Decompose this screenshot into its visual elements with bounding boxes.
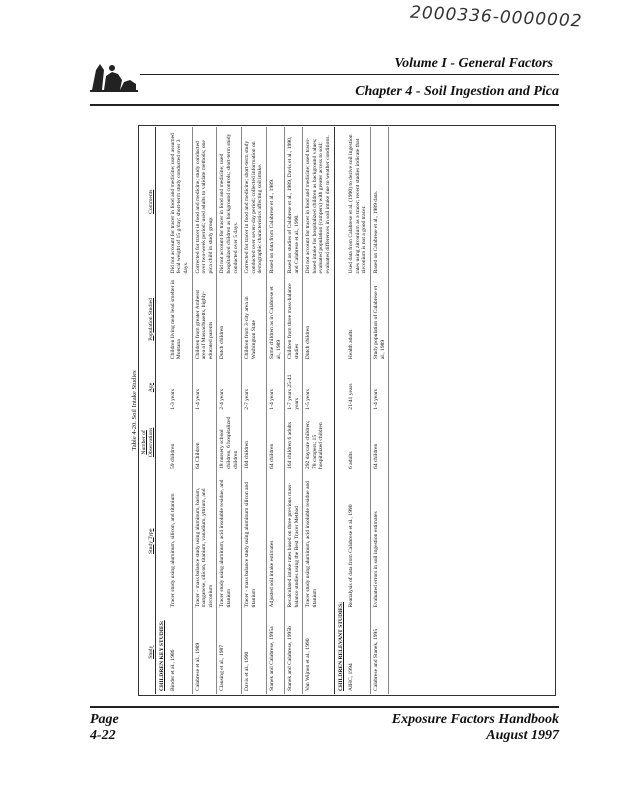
cell-study-type: Tracer study using aluminum, acid insoluble residue, and titanium <box>217 472 242 610</box>
cell-population: Dutch children <box>303 276 334 362</box>
cell-observations: 64 children <box>266 413 284 472</box>
cell-population: Children from greater Amherst area of Massachusetts, highly-educated parents <box>192 276 217 362</box>
table-row <box>217 127 242 694</box>
cell-population: Study population of Calabrese et al., 1989 <box>371 276 389 362</box>
col-age: Age <box>140 362 156 413</box>
table-row <box>303 127 334 694</box>
cell-study-type: Tracer study using aluminum, acid insoluble residue and titanium <box>303 472 334 610</box>
table-row <box>192 127 217 694</box>
cell-observations: 59 children <box>168 413 192 472</box>
table-row <box>168 127 192 694</box>
cell-study-type: Evaluated errors in soil ingestion estimates <box>371 472 389 610</box>
cell-study: Binder et al., 1986 <box>168 611 192 695</box>
cell-comments: Based on data from Calabrese et al., 1989. <box>266 127 284 276</box>
soil-intake-table <box>140 127 389 694</box>
cell-study: Stanek and Calabrese, 1995b <box>285 611 303 695</box>
table-row <box>285 127 303 694</box>
cell-comments: Did not account for tracer in food and medicine; used hospitalized children as background controls; short-term study conducted over 5 days. <box>217 127 242 276</box>
cell-study: Davis et al., 1990 <box>242 611 267 695</box>
col-study-type: Study Type <box>140 472 156 610</box>
cell-study: Stanek and Calabrese, 1995a <box>266 611 284 695</box>
group-label: CHILDREN KEY STUDIES: <box>159 620 166 691</box>
footer-page-number: 4-22 <box>90 728 116 743</box>
rotated-table-area <box>127 119 563 702</box>
table-header-row <box>140 127 156 694</box>
cell-population: Health adults <box>346 276 370 362</box>
cell-study: AIHC, 1994 <box>346 611 370 695</box>
document-id-stamp: 2000336-0000002 <box>409 2 583 32</box>
cell-comments: Used data from Calabrese et al. (1990) to derive soil ingestion rates using zirconium as a tracer; recent studies indicate that zirconium is not a good tracer. <box>346 127 370 276</box>
footer-page <box>90 712 119 744</box>
cell-study: Calabrese and Stanek, 1995 <box>371 611 389 695</box>
col-observations: Number of Observations <box>140 413 156 472</box>
cell-population: Dutch children <box>217 276 242 362</box>
cell-age: 1-4 years <box>192 362 217 413</box>
col-comments: Comments <box>140 127 156 276</box>
cell-observations: 64 Children <box>192 413 217 472</box>
table-body <box>156 127 389 694</box>
cell-age: 21-41 years <box>346 362 370 413</box>
cell-population: Children living near lead smelter in Montana <box>168 276 192 362</box>
col-study: Study <box>140 611 156 695</box>
footer-date: August 1997 <box>486 728 559 743</box>
table-row <box>242 127 267 694</box>
footer-book-title: Exposure Factors Handbook <box>391 712 559 727</box>
cell-comments: Corrected for tracer in food and medicine; study conducted over two-week period; used adults to validate methods; one pica child in study group. <box>192 127 217 276</box>
cell-study-type: Tracer study using aluminum, silicon, and titanium <box>168 472 192 610</box>
cell-observations: 64 children <box>371 413 389 472</box>
cell-comments: Based on studies of Calabrese et al., 1989, Davis et al., 1990, and Calabrese et al., 1990. <box>285 127 303 276</box>
cell-comments: Did not account for tracer in food and medicine; used tracer-based intake for hospitalized children as background values; evaluated population (campers) with greater access to soil; evaluated differences in soil intake due to weather conditions. <box>303 127 334 276</box>
cell-study-type: Reanalysis of data from Calabrese et al., 1990 <box>346 472 370 610</box>
cell-study: Calabrese et al., 1989 <box>192 611 217 695</box>
cell-age: 2-7 years <box>242 362 267 413</box>
cell-age: 1-3 years <box>168 362 192 413</box>
cell-study-type: Tracer - mass balance study using aluminum silicon and titanium <box>242 472 267 610</box>
table-row <box>346 127 370 694</box>
table-caption: Table 4-20. Soil Intake Studies <box>131 370 138 451</box>
footer-rule <box>90 706 559 708</box>
soil-intake-table-page <box>127 119 563 702</box>
header-rule <box>140 74 559 75</box>
cell-age: 1-4 years <box>371 362 389 413</box>
epa-logo-icon <box>90 56 138 92</box>
footer-page-label: Page <box>90 712 119 727</box>
cell-comments: Corrected for tracer in food and medicine; short-term study conducted over seven-day period; collected information on demographic characteristics affecting soil intake. <box>242 127 267 276</box>
cell-age: 2-4 years <box>217 362 242 413</box>
group-label: CHILDREN RELEVANT STUDIES: <box>337 601 344 691</box>
cell-observations: 292 daycare children; 78 campers; 15 hospitalized children <box>303 413 334 472</box>
header-volume: Volume I - General Factors <box>394 56 553 71</box>
cell-comments: Based on Calabrese et al., 1989 data. <box>371 127 389 276</box>
header-rule-bold <box>90 104 559 106</box>
cell-population: Children from 3-city area in Washington State <box>242 276 267 362</box>
cell-observations: 18 nursery school children, 6 hospitalized children <box>217 413 242 472</box>
cell-study-type: Tracer - mass balance study using aluminum, barium, manganese, silicon, titanium, vanadium, yttrium, and zirconium <box>192 472 217 610</box>
cell-age: 1-7 years 25-41 years <box>285 362 303 413</box>
cell-age: 1-4 years <box>266 362 284 413</box>
cell-study: Van Wijnen et al., 1990 <box>303 611 334 695</box>
cell-comments: Did not account for tracer in food and medicine; used assumed fecal weight of 15 g/day; short-term study conducted over 3 days. <box>168 127 192 276</box>
table-group-heading <box>334 127 346 694</box>
header-chapter: Chapter 4 - Soil Ingestion and Pica <box>355 84 559 99</box>
table-row <box>266 127 284 694</box>
cell-study: Clausing et al., 1987 <box>217 611 242 695</box>
cell-observations: 104 children <box>242 413 267 472</box>
table-row <box>371 127 389 694</box>
table-group-heading <box>156 127 168 694</box>
cell-study-type: Adjusted soil intake estimates <box>266 472 284 610</box>
col-population: Population Studied <box>140 276 156 362</box>
cell-observations: 164 children 6 adults <box>285 413 303 472</box>
cell-age: 1-5 years <box>303 362 334 413</box>
footer-book <box>392 712 559 744</box>
cell-observations: 6 adults <box>346 413 370 472</box>
cell-population: Same children as in Calabrese et al., 1989 <box>266 276 284 362</box>
cell-study-type: Recalculated intake rates based on three previous mass-balance studies using the Best Tracer Method <box>285 472 303 610</box>
cell-population: Children from three mass-balance studies <box>285 276 303 362</box>
